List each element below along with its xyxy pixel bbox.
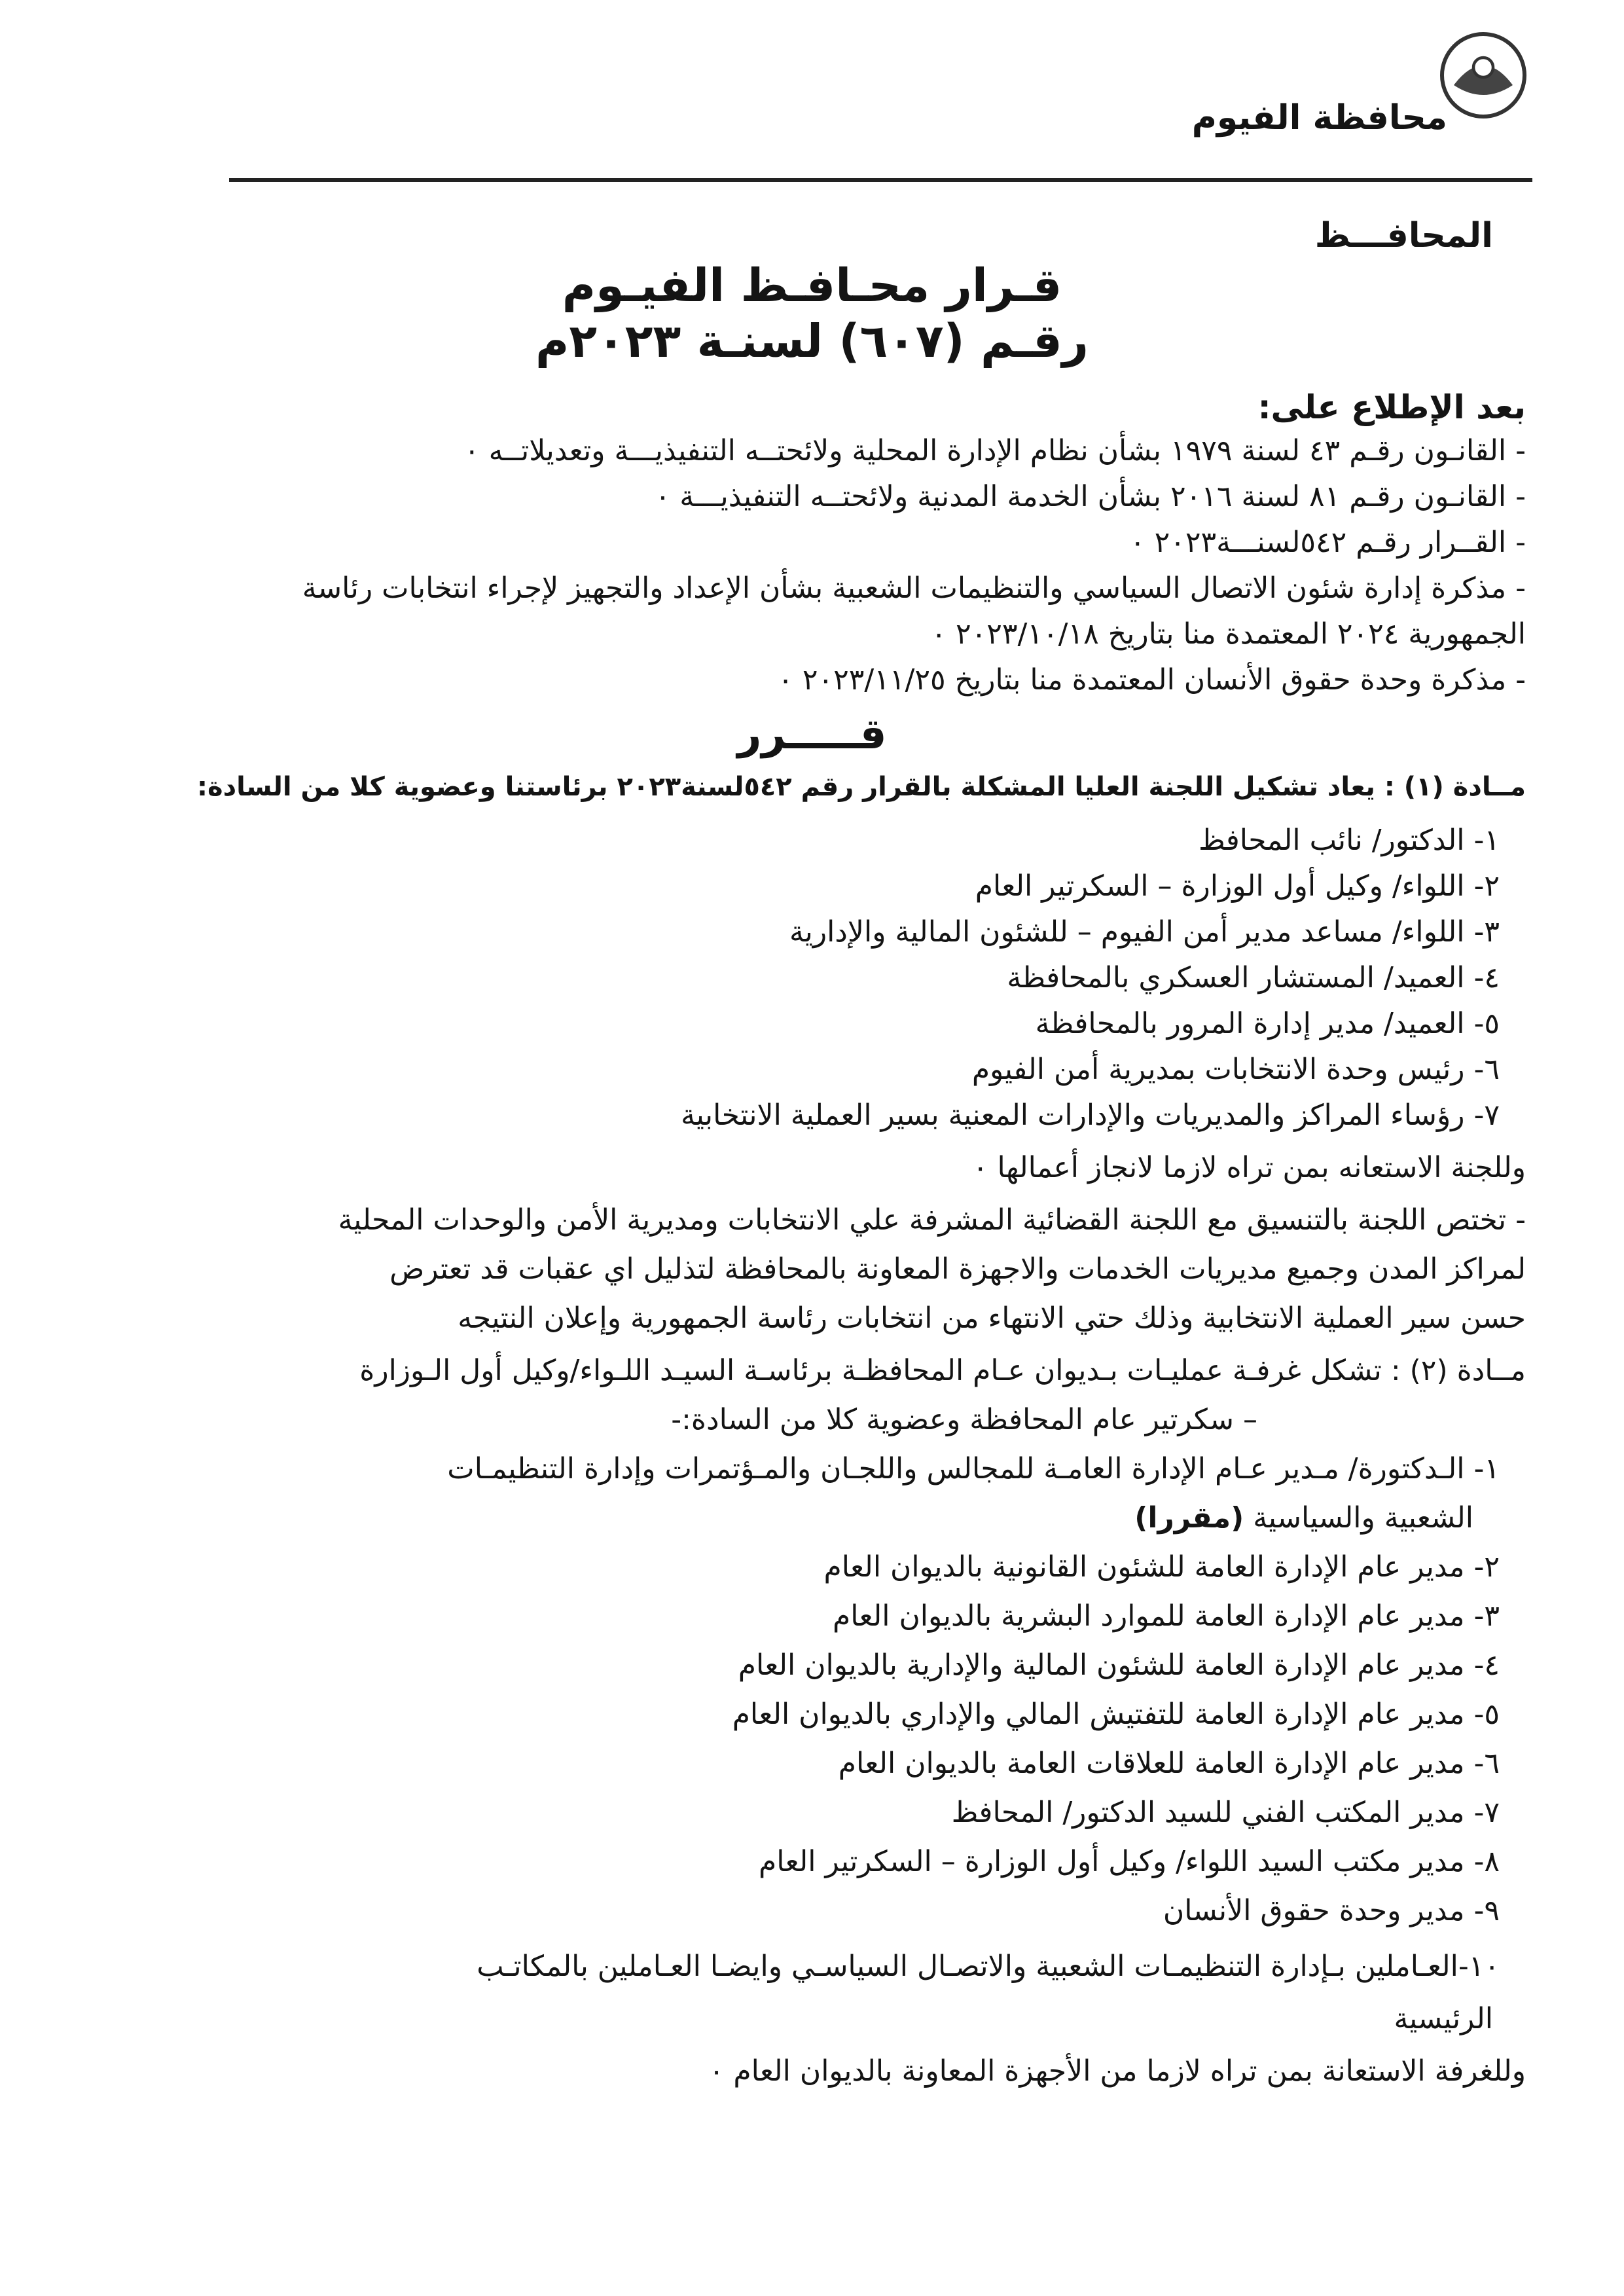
decree-number: رقـم (٦٠٧) لسنـة ٢٠٢٣م	[535, 314, 1089, 368]
decision-heading: قـــــرر	[737, 710, 887, 759]
operations-member-cont: الشعبية والسياسية	[1253, 1501, 1473, 1535]
article-1-intro: مــادة (١) : يعاد تشكيل اللجنة العليا المشكلة بالقرار رقم ٥٤٢لسنة٢٠٢٣ برئاستنا وعضوية كلا من السادة:	[196, 772, 1526, 802]
preamble-item: - مذكرة إدارة شئون الاتصال السياسي والتنظيمات الشعبية بشأن الإعداد والتجهيز لإجراء انتخابات رئاسة	[302, 572, 1526, 605]
committee-member: ٢- اللواء/ وكيل أول الوزارة – السكرتير العام	[975, 869, 1500, 903]
committee-member: ٥- العميد/ مدير إدارة المرور بالمحافظة	[1035, 1007, 1500, 1040]
committee-member: ٦- رئيس وحدة الانتخابات بمديرية أمن الفيوم	[971, 1053, 1500, 1086]
operations-member: ٥- مدير عام الإدارة العامة للتفتيش المالي والإداري بالديوان العام	[732, 1698, 1500, 1731]
committee-member: ٣- اللواء/ مساعد مدير أمن الفيوم – للشئون المالية والإدارية	[789, 915, 1500, 949]
operations-member: ٢- مدير عام الإدارة العامة للشئون القانونية بالديوان العام	[823, 1550, 1500, 1584]
preamble-item: الجمهورية ٢٠٢٤ المعتمدة منا بتاريخ ٢٠٢٣/١٠/١٨ ٠	[931, 617, 1526, 651]
article-1-task: لمراكز المدن وجميع مديريات الخدمات والاجهزة المعاونة بالمحافظة لتذليل اي عقبات قد تعترض	[389, 1252, 1526, 1286]
preamble-item: - القانـون رقـم ٤٣ لسنة ١٩٧٩ بشأن نظام الإدارة المحلية ولائحتــه التنفيذيـــة وتعديلاتــه ٠	[463, 434, 1526, 467]
preamble-item: - مذكرة وحدة حقوق الأنسان المعتمدة منا بتاريخ ٢٠٢٣/١١/٢٥ ٠	[778, 663, 1526, 697]
operations-member: ١- الـدكتورة/ مـدير عـام الإدارة العامـة للمجالس واللجـان والمـؤتمرات وإدارة التنظيمـات	[447, 1452, 1500, 1485]
decree-title: قـرار محـافـظ الفيـوم	[562, 259, 1062, 312]
operations-member: ٦- مدير عام الإدارة العامة للعلاقات العامة بالديوان العام	[838, 1747, 1500, 1780]
operations-member: ٩- مدير وحدة حقوق الأنسان	[1163, 1894, 1500, 1927]
committee-member: ١- الدكتور/ نائب المحافظ	[1198, 824, 1500, 857]
operations-member: ٧- مدير المكتب الفني للسيد الدكتور/ المحافظ	[951, 1796, 1500, 1829]
article-1-task: - تختص اللجنة بالتنسيق مع اللجنة القضائية المشرفة علي الانتخابات ومديرية الأمن والوحدات المحلية	[338, 1203, 1526, 1237]
preamble-item: - القــرار رقـم ٥٤٢لسنـــة٢٠٢٣ ٠	[1130, 526, 1526, 559]
office-title: المحافـــظ	[1314, 216, 1493, 255]
operations-member: ٣- مدير عام الإدارة العامة للموارد البشرية بالديوان العام	[832, 1599, 1500, 1633]
governorate-emblem	[1434, 26, 1532, 124]
governorate-name: محافظة الفيوم	[1191, 98, 1447, 137]
committee-member: ٧- رؤساء المراكز والمديريات والإدارات المعنية بسير العملية الانتخابية	[681, 1099, 1500, 1132]
committee-member: ٤- العميد/ المستشار العسكري بالمحافظة	[1007, 961, 1500, 994]
rapporteur-label: (مقررا)	[1134, 1501, 1244, 1535]
operations-member: ١٠-العـاملين بـإدارة التنظيمـات الشعبية والاتصـال السياسـي وايضـا العـاملين بالمكاتـب	[477, 1950, 1500, 1983]
operations-member-cont: الرئيسية	[1394, 2002, 1493, 2035]
article-1-closing: وللجنة الاستعانه بمن تراه لازما لانجاز أعمالها ٠	[972, 1151, 1526, 1184]
article-2-intro-cont: – سكرتير عام المحافظة وعضوية كلا من السادة:-	[671, 1403, 1257, 1436]
header-divider	[229, 178, 1532, 182]
operations-member: ٨- مدير مكتب السيد اللواء/ وكيل أول الوزارة – السكرتير العام	[759, 1845, 1500, 1878]
article-2-closing: وللغرفة الاستعانة بمن تراه لازما من الأجهزة المعاونة بالديوان العام ٠	[708, 2054, 1526, 2088]
article-2-intro: مــادة (٢) : تشكل غرفـة عمليـات بـديوان عـام المحافظـة برئاسـة السيـد اللـواء/وكيل أول الـوزارة	[359, 1354, 1526, 1387]
article-1-task: حسن سير العملية الانتخابية وذلك حتي الانتهاء من انتخابات رئاسة الجمهورية وإعلان النتيجه	[458, 1302, 1526, 1335]
preamble-heading: بعد الإطلاع على:	[1257, 388, 1526, 426]
operations-member: ٤- مدير عام الإدارة العامة للشئون المالية والإدارية بالديوان العام	[738, 1649, 1500, 1682]
preamble-item: - القانـون رقـم ٨١ لسنة ٢٠١٦ بشأن الخدمة المدنية ولائحتــه التنفيذيـــة ٠	[655, 480, 1526, 513]
